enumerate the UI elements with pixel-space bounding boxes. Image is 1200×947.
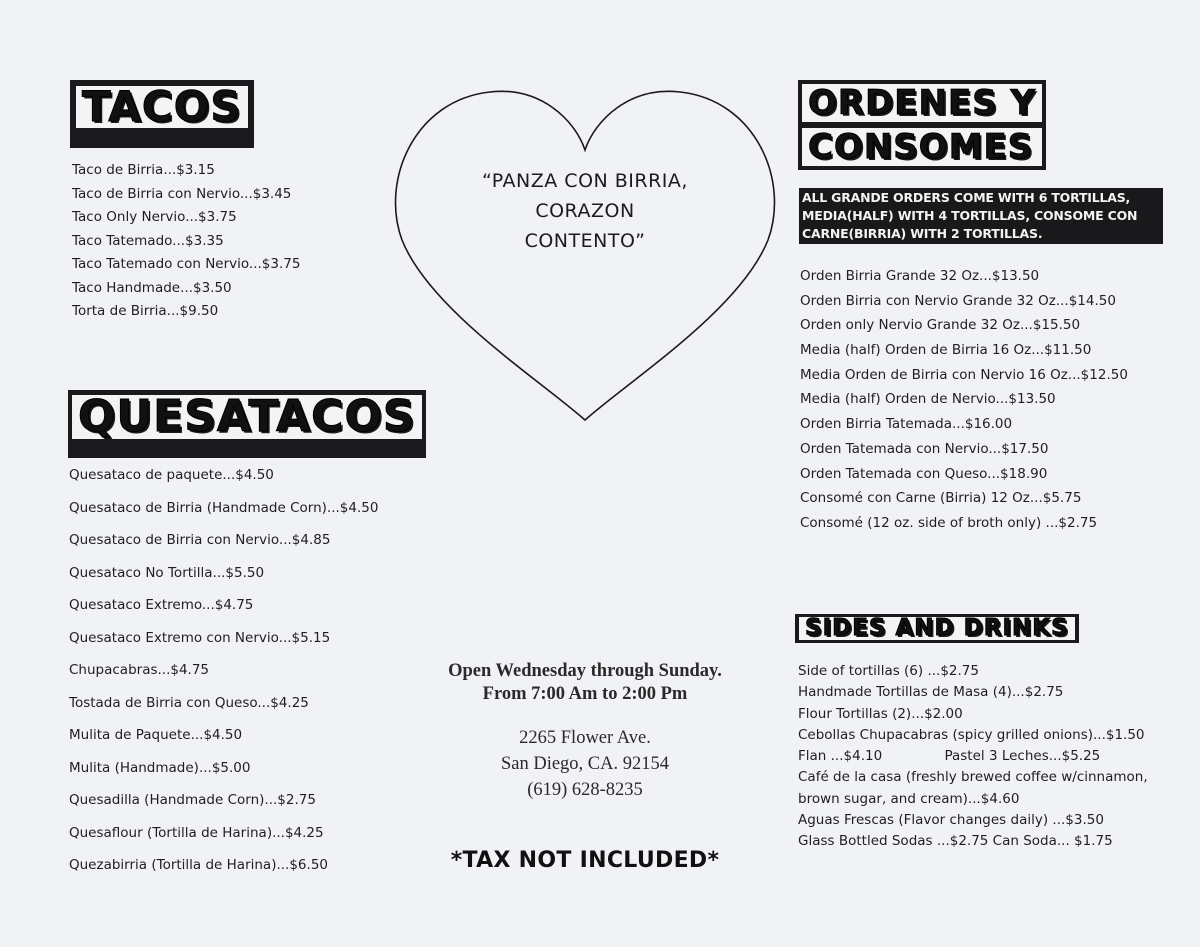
list-item: Taco de Birria...$3.15 [72,162,215,178]
ordenes-heading-line1: ORDENES Y [802,84,1042,122]
quesatacos-heading [68,390,426,458]
heart-graphic [390,80,780,430]
list-item: Orden Tatemada con Queso...$18.90 [800,465,1048,482]
ordenes-list [800,268,1128,540]
list-item: Consomé con Carne (Birria) 12 Oz...$5.75 [800,490,1082,507]
list-item: Orden Tatemada con Nervio...$17.50 [800,440,1049,457]
sides-list [798,663,1148,855]
list-item: Taco Tatemado con Nervio...$3.75 [72,256,301,272]
list-item: Quesataco de paquete...$4.50 [69,467,274,483]
quote-line: CORAZON [535,200,635,222]
ordenes-heading [798,80,1046,170]
list-item: Mulita (Handmade)...$5.00 [69,759,251,776]
list-item: Quesataco de Birria con Nervio...$4.85 [69,532,331,548]
list-item: Glass Bottled Sodas ...$2.75 Can Soda... $1.75 [798,833,1113,850]
list-item: Tostada de Birria con Queso...$4.25 [69,694,309,711]
list-item: Torta de Birria...$9.50 [72,303,219,319]
list-item: Mulita de Paquete...$4.50 [69,727,243,743]
list-item: Aguas Frescas (Flavor changes daily) ...$3.50 [798,812,1104,829]
flan-item: Flan ...$4.10 [798,748,883,765]
list-item: Quesadilla (Handmade Corn)...$2.75 [69,792,316,808]
list-item: Café de la casa (freshly brewed coffee w/cinnamon, [798,769,1148,786]
address-street: 2265 Flower Ave. [519,728,651,748]
list-item: Media Orden de Birria con Nervio 16 Oz...$12.50 [800,366,1128,383]
opening-hours [410,660,760,706]
tacos-heading [70,80,254,148]
sides-heading [795,614,1079,643]
list-item: Taco Tatemado...$3.35 [72,232,224,249]
list-item: Quesataco de Birria (Handmade Corn)...$4.50 [69,499,379,516]
quote-line: “PANZA CON BIRRIA, [482,170,688,192]
list-item: Quesataco Extremo con Nervio...$5.15 [69,629,331,646]
list-item: Handmade Tortillas de Masa (4)...$2.75 [798,684,1064,701]
phone-number: (619) 628-8235 [527,780,643,800]
hours-line: Open Wednesday through Sunday. [448,661,722,681]
list-item: Orden Birria Grande 32 Oz...$13.50 [800,268,1040,284]
list-item: Quesataco Extremo...$4.75 [69,597,254,613]
list-item: Side of tortillas (6) ...$2.75 [798,663,979,679]
list-item: Orden Birria Tatemada...$16.00 [800,416,1013,433]
sides-heading-text: SIDES AND DRINKS [799,617,1075,640]
quesatacos-heading-text: QUESATACOS [72,395,422,439]
quote-line: CONTENTO” [524,230,646,252]
tacos-list [72,162,300,327]
list-item: Taco Handmade...$3.50 [72,279,232,296]
list-item: Taco de Birria con Nervio...$3.45 [72,185,292,202]
list-item: Media (half) Orden de Nervio...$13.50 [800,391,1056,408]
address-block [410,725,760,803]
heart-quote [390,166,780,256]
list-item: Flour Tortillas (2)...$2.00 [798,705,963,722]
list-item: Orden only Nervio Grande 32 Oz...$15.50 [800,317,1081,334]
list-item: Quezabirria (Tortilla de Harina)...$6.50 [69,857,328,873]
pastel-item: Pastel 3 Leches...$5.25 [944,748,1101,765]
list-item: brown sugar, and cream)...$4.60 [798,790,1020,807]
tax-note: *TAX NOT INCLUDED* [450,848,720,873]
address-city: San Diego, CA. 92154 [500,754,670,774]
list-item: Orden Birria con Nervio Grande 32 Oz...$14.50 [800,292,1116,309]
ordenes-heading-line2: CONSOMES [802,128,1042,166]
tortilla-note: ALL GRANDE ORDERS COME WITH 6 TORTILLAS, MEDIA(HALF) WITH 4 TORTILLAS, CONSOME CON CARNE(BIRRIA) WITH 2 TORTILLAS. [799,188,1163,244]
list-item [798,748,1148,769]
list-item: Taco Only Nervio...$3.75 [72,209,237,225]
list-item: Consomé (12 oz. side of broth only) ...$2.75 [800,514,1098,531]
quesatacos-list [69,467,378,890]
tacos-heading-text: TACOS [76,86,248,128]
list-item: Cebollas Chupacabras (spicy grilled onions)...$1.50 [798,726,1145,743]
list-item: Media (half) Orden de Birria 16 Oz...$11.50 [800,342,1092,359]
list-item: Quesaflour (Tortilla de Harina)...$4.25 [69,824,324,841]
list-item: Quesataco No Tortilla...$5.50 [69,564,265,581]
hours-line: From 7:00 Am to 2:00 Pm [482,684,688,704]
list-item: Chupacabras...$4.75 [69,662,210,678]
